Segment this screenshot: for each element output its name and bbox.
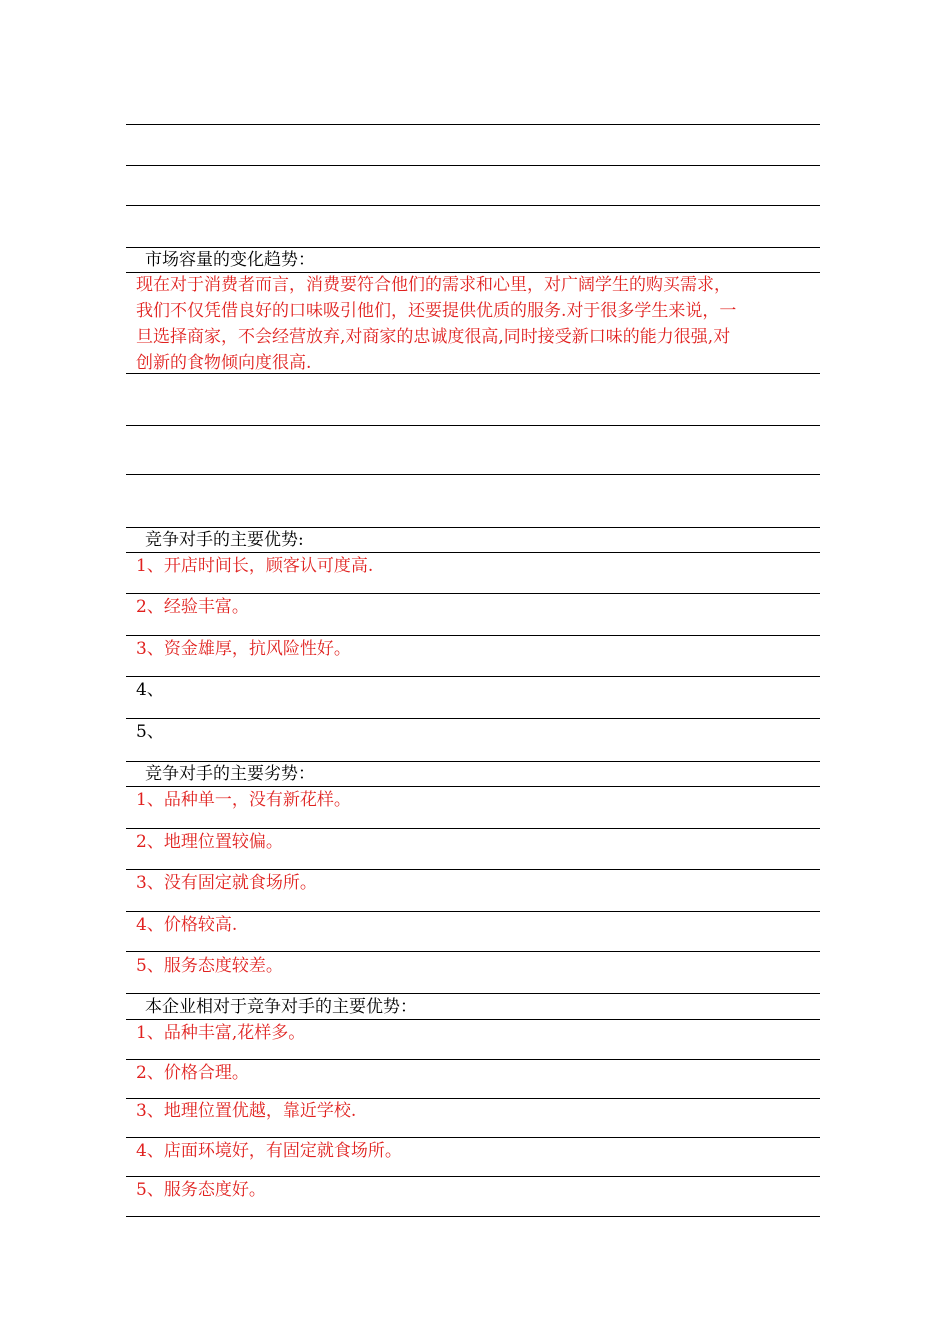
competitor-weakness-item: 2、地理位置较偏。 [136,832,283,852]
competitor-strength-item: 1、开店时间长，顾客认可度高. [136,556,374,576]
competitor-strengths-title: 竞争对手的主要优势: [145,530,304,550]
our-advantage-item: 3、地理位置优越，靠近学校. [136,1101,357,1121]
competitor-weakness-item: 3、没有固定就食场所。 [136,873,317,893]
market-trend-line: 创新的食物倾向度很高. [136,353,312,373]
rule-oa-end [126,1216,820,1217]
rule-top-3 [126,205,820,206]
rule-market-title [126,247,820,248]
rule-oa-title [126,993,820,994]
rule-cs-2 [126,593,820,594]
rule-cw-2 [126,828,820,829]
rule-cs-title [126,527,820,528]
competitor-strength-item: 5、 [136,722,164,742]
rule-cw-1 [126,786,820,787]
market-trend-line: 现在对于消费者而言，消费要符合他们的需求和心里，对广阔学生的购买需求， [136,275,731,295]
rule-oa-2 [126,1059,820,1060]
rule-cs-5 [126,718,820,719]
competitor-strength-item: 2、经验丰富。 [136,597,249,617]
rule-cw-5 [126,951,820,952]
rule-cw-3 [126,869,820,870]
rule-oa-3 [126,1098,820,1099]
rule-cs-1 [126,552,820,553]
market-trend-paragraph [136,272,820,376]
rule-top-1 [126,124,820,125]
market-trend-line: 旦选择商家，不会经营放弃,对商家的忠诚度很高,同时接受新口味的能力很强,对 [136,327,731,347]
our-advantage-item: 2、价格合理。 [136,1063,249,1083]
rule-oa-4 [126,1137,820,1138]
rule-top-2 [126,165,820,166]
competitor-weakness-item: 4、价格较高. [136,915,238,935]
competitor-weakness-item: 1、品种单一，没有新花样。 [136,790,351,810]
our-advantage-item: 5、服务态度好。 [136,1180,266,1200]
rule-cs-3 [126,635,820,636]
our-advantages-title: 本企业相对于竞争对手的主要优势： [145,997,417,1017]
rule-cw-title [126,761,820,762]
market-trend-line: 我们不仅凭借良好的口味吸引他们，还要提供优质的服务.对于很多学生来说，一 [136,301,737,321]
our-advantage-item: 4、店面环境好，有固定就食场所。 [136,1141,402,1161]
rule-oa-5 [126,1176,820,1177]
rule-cs-4 [126,676,820,677]
rule-oa-1 [126,1019,820,1020]
our-advantage-item: 1、品种丰富,花样多。 [136,1023,306,1043]
competitor-strength-item: 3、资金雄厚，抗风险性好。 [136,639,351,659]
rule-cw-4 [126,911,820,912]
competitor-weaknesses-title: 竞争对手的主要劣势： [145,764,315,784]
competitor-strength-item: 4、 [136,680,164,700]
rule-blank-1 [126,425,820,426]
market-trend-title: 市场容量的变化趋势： [145,250,315,270]
competitor-weakness-item: 5、服务态度较差。 [136,956,283,976]
rule-blank-2 [126,474,820,475]
